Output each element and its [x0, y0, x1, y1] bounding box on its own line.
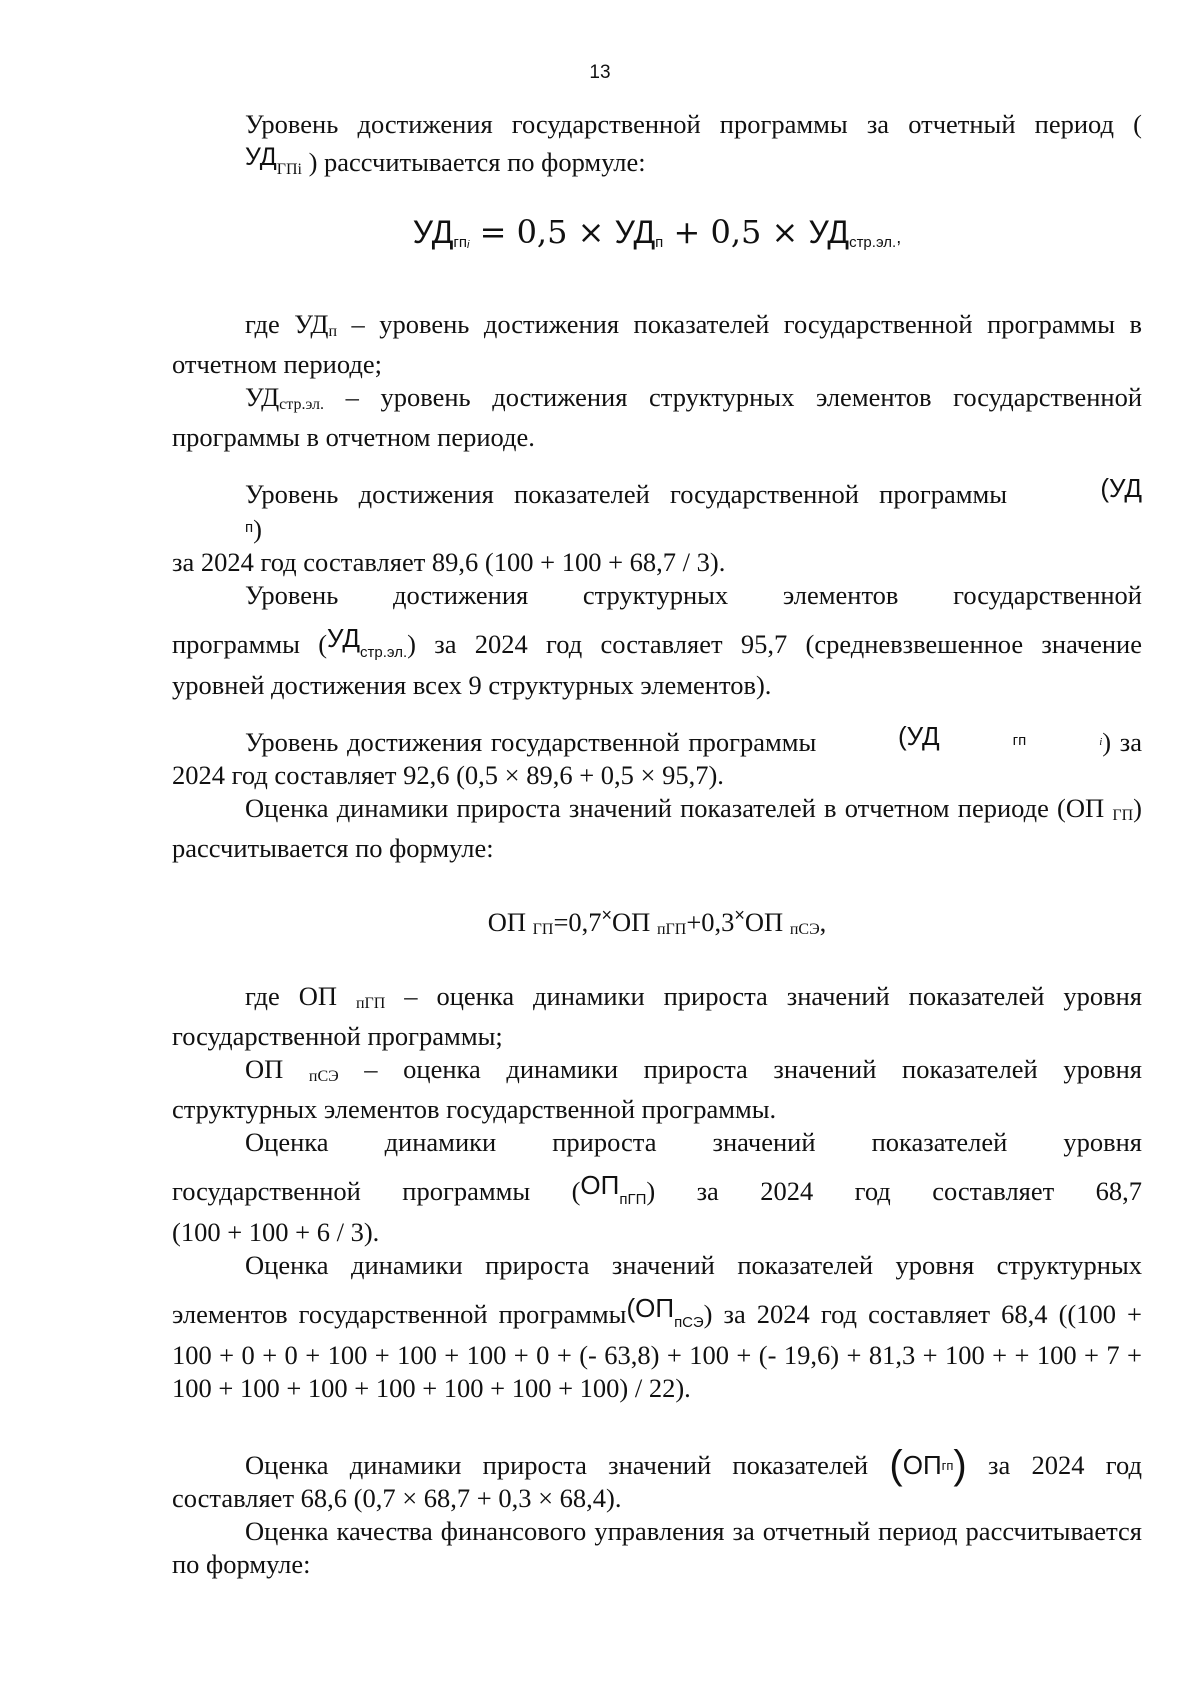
paragraph-finance-intro: Оценка качества финансового управления за отчетный период рассчитывается по формуле: [172, 1516, 1142, 1579]
paragraph-ud-p-value: Уровень достижения показателей государственной программы (УДп) [245, 473, 1142, 544]
paragraph-ud-str-value-line1: Уровень достижения структурных элементов государственной [245, 580, 1142, 610]
paragraph-ud-gp-intro: Уровень достижения государственной программы за отчетный период (УДГПi ) рассчитывается по формуле: [172, 108, 1142, 186]
paragraph-op-gp-intro: Оценка динамики прироста значений показателей в отчетном периоде (ОП ГП) рассчитывается по формуле: [172, 793, 1142, 863]
paragraph-op-gp-value: Оценка динамики прироста значений показателей (ОПгп) за 2024 год составляет 68,6 (0,7 × 68,7 + 0,3 × 68,4). [172, 1443, 1142, 1513]
page-number: 13 [589, 62, 611, 83]
formula-op-gp: ОП ГП=0,7×ОП пГП+0,3×ОП пСЭ, [487, 905, 827, 938]
symbol-ud: УД [245, 143, 277, 171]
paragraph-op-pse-def: ОП пСЭ – оценка динамики прироста значений показателей уровня структурных элементов государственной программы. [172, 1054, 1142, 1124]
paragraph-ud-p-value-line2: за 2024 год составляет 89,6 (100 + 100 + 68,7 / 3). [172, 547, 726, 577]
subscript: ГПi [276, 161, 302, 178]
paragraph-ud-str-def: УДстр.эл. – уровень достижения структурных элементов государственной программы в отчетном периоде. [172, 382, 1142, 452]
paragraph-op-pgp-value-line1: Оценка динамики прироста значений показателей уровня [245, 1127, 1142, 1157]
paragraph-op-pgp-value: государственной программы $(ОП_{пГП})$ за 2024 год составляет 68,7 [172, 1170, 1142, 1208]
paragraph-op-pgp-value-line3: (100 + 100 + 6 / 3). [172, 1217, 380, 1247]
paragraph-op-pse-value-line1: Оценка динамики прироста значений показателей уровня структурных [245, 1250, 1142, 1280]
paragraph-op-pse-value: элементов государственной $программы(ОП_{пСЭ})$ за 2024 год составляет 68,4 ((100 + 100 + 0 + 0 + 100 + 100 + 100 + 0 + (- 63,8) + 100 + (- 19,6) + 81,3 + 100 + + 100 + 7 + 100 + 100 + 100 + 100 + 100 + 100 + 100) / 22). [172, 1293, 1143, 1403]
formula-ud-gp: $УД_{гп}i = 0,5 \times УД_п + 0,5 \times УД_{стр.эл.}$, [412, 213, 902, 251]
paragraph-op-pgp-def: где ОП пГП – оценка динамики прироста значений показателей уровня государственной программы; [172, 981, 1142, 1051]
paragraph-ud-p-def: где УДп – уровень достижения показателей государственной программы в отчетном периоде; [172, 309, 1142, 379]
document-body [172, 108, 1142, 1581]
text: Уровень достижения государственной программы за отчетный период [245, 109, 1115, 139]
paragraph-ud-str-value: программы $(УД_{стр.эл.})$ за 2024 год составляет 95,7 (средневзвешенное значение уровней достижения всех 9 структурных элементов). [172, 623, 1142, 700]
paragraph-ud-gp-value: Уровень достижения государственной программы (УД гп i) за 2024 год составляет 92,6 (0,5 × 89,6 + 0,5 × 95,7). [172, 721, 1142, 790]
